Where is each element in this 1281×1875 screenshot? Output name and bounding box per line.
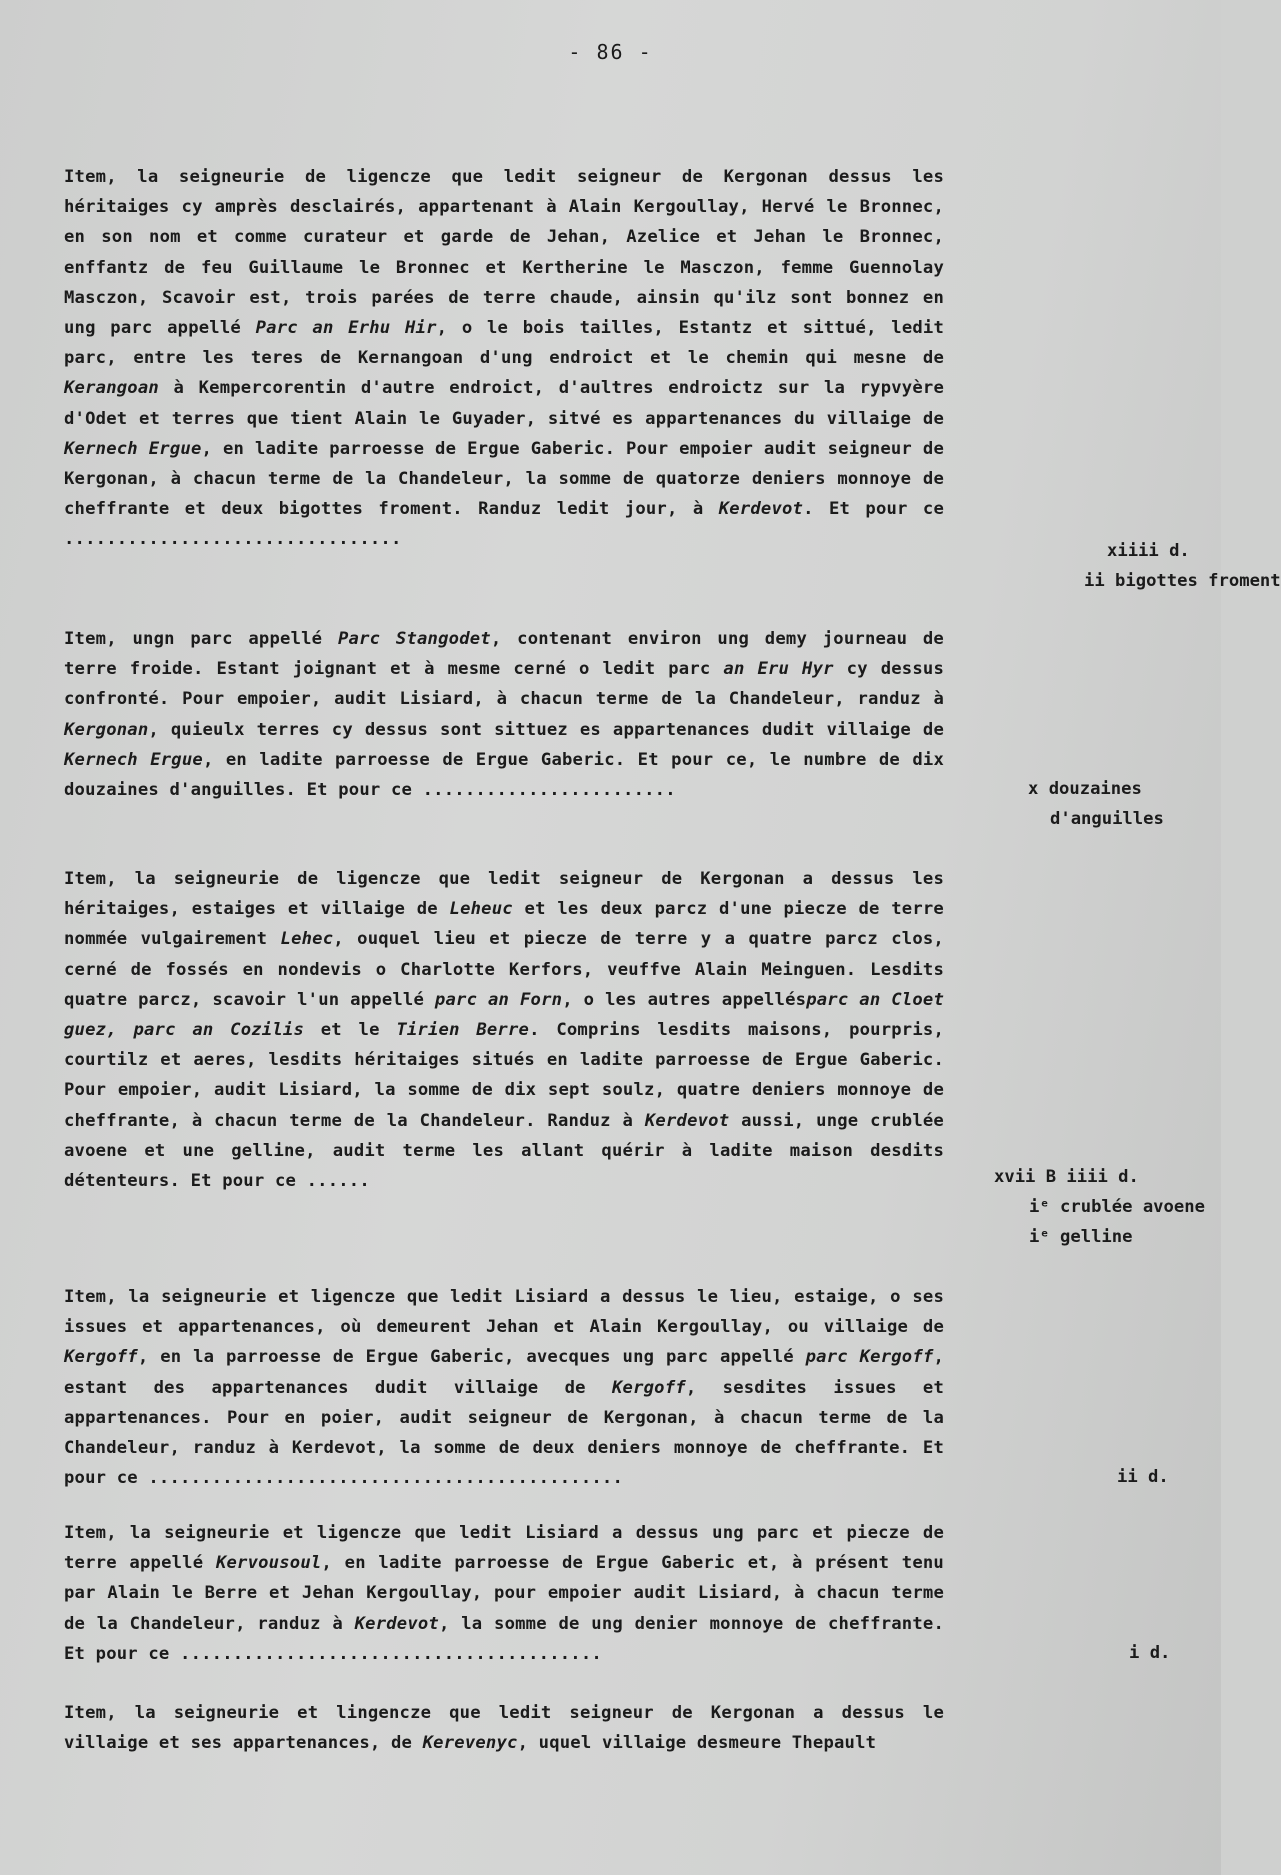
entry-text-segment: . Et pour ce ................................ <box>64 499 944 550</box>
entry-text-segment: , en ladite parroesse de Ergue Gaberic et, à présent tenu par Alain le Berre et Jehan Kergoullay, pour empoier audit Lisiard, à chacun terme de la Chandeleur, randuz à <box>64 1553 944 1634</box>
place-name: parc Kergoff <box>805 1347 934 1368</box>
entry-text-segment: Item, la seigneurie de ligencze que ledit seigneur de Kergonan a dessus les héritaiges, estaiges et villaige de <box>64 869 944 920</box>
place-name: Kergoff <box>64 1347 138 1368</box>
entry-5 <box>64 1518 1204 1669</box>
amount-line: iᵉ crublée avoene <box>1029 1197 1205 1218</box>
amount-line: xiiii d. <box>1107 541 1190 561</box>
amount-line: ii bigottes froment <box>1084 571 1281 592</box>
place-name: Tirien Berre <box>396 1020 530 1041</box>
place-name: Leheuc <box>449 899 513 920</box>
entry-text <box>64 864 944 1196</box>
place-name: Lehec <box>280 929 334 950</box>
entry-text-segment: , uquel villaige desmeure Thepault <box>517 1733 877 1754</box>
place-name: Parc Stangodet <box>337 629 491 649</box>
entry-text-segment: aussi, unge crublée avoene et une gelline, audit terme les allant quérir à ladite maison desdits détenteurs. Et pour ce ...... <box>64 1110 944 1192</box>
entry-text-segment: , ouquel lieu et piecze de terre y a quatre parcz clos, cerné de fossés en nondevis o Charlotte Kerfors, veuffve Alain Meinguen. Lesdits quatre parcz, scavoir l'un appellé <box>64 929 944 1010</box>
entry-text-segment: Item, ungn parc appellé <box>64 629 338 649</box>
place-name: parc an Forn <box>434 989 563 1010</box>
entry-text-segment: , estant des appartenances dudit villaige de <box>64 1347 944 1398</box>
place-name: Kerdevot <box>718 499 804 520</box>
entry-text-segment: , en la parroesse de Ergue Gaberic, avecques ung parc appellé <box>137 1347 806 1368</box>
entry-text-segment: et le <box>304 1020 397 1041</box>
entry-text-segment: , contenant environ ung demy journeau de terre froide. Estant joignant et à mesme cerné o ledit parc <box>64 629 944 680</box>
entry-text-segment: Item, la seigneurie et lingencze que ledit seigneur de Kergonan a dessus le villaige et ses appartenances, de <box>64 1703 944 1754</box>
place-name: Kerdevot <box>644 1110 730 1131</box>
amount-line: iᵉ gelline <box>1029 1227 1133 1248</box>
entry-6 <box>64 1698 1204 1758</box>
place-name: Kergoff <box>611 1377 686 1398</box>
place-name: Parc an Erhu Hir <box>255 318 437 339</box>
entry-text <box>64 1518 944 1669</box>
entry-text-segment: , o le bois tailles, Estantz et sittué, ledit parc, entre les teres de Kernangoan d'ung endroict et le chemin qui mesne de <box>64 318 945 369</box>
place-name: Kerangoan <box>64 378 159 399</box>
page-number: - 86 - <box>568 40 653 64</box>
entry-amount <box>1117 1462 1169 1492</box>
entry-text-segment: et les deux parcz d'une piecze de terre nommée vulgairement <box>64 899 944 950</box>
entry-amount <box>1084 536 1281 596</box>
entry-4 <box>64 1282 1204 1493</box>
entry-text-segment: cy dessus confronté. Pour empoier, audit Lisiard, à chacun terme de la Chandeleur, randuz à <box>64 659 945 710</box>
entry-1 <box>64 162 1281 592</box>
place-name: Kernech Ergue <box>64 749 203 770</box>
entry-amount <box>1129 1638 1170 1668</box>
amount-line: ii d. <box>1117 1467 1169 1487</box>
entry-text <box>64 1698 944 1758</box>
entry-text-segment: , la somme de ung denier monnoye de cheffrante. Et pour ce ........................................ <box>64 1613 944 1664</box>
place-name: an Eru Hyr <box>723 659 834 680</box>
amount-line: xvii B iiii d. <box>994 1167 1139 1187</box>
amount-line: x douzaines <box>1028 779 1142 799</box>
entry-3 <box>64 864 1205 1248</box>
entry-2 <box>64 624 1204 830</box>
place-name: Kerdevot <box>354 1613 439 1634</box>
amount-line: i d. <box>1129 1643 1171 1663</box>
entry-text-segment: à Kempercorentin d'autre endroict, d'aultres endroictz sur la rypvyère d'Odet et terres que tient Alain le Guyader, sitvé es appartenances du villaige de <box>64 378 944 429</box>
entry-text-segment: Item, la seigneurie et ligencze que ledit Lisiard a dessus le lieu, estaige, o ses issues et appartenances, où demeurent Jehan et Alain Kergoullay, ou villaige de <box>64 1287 944 1338</box>
entry-text-segment: . Comprins lesdits maisons, pourpris, courtilz et aeres, lesdits héritaiges situés en ladite parroesse de Ergue Gaberic. Pour empoier, audit Lisiard, la somme de dix sept soulz, quatre deniers monnoye de cheffrante, à chacun terme de la Chandeleur. Randuz à <box>64 1020 944 1131</box>
entry-amount <box>994 1162 1205 1253</box>
entry-text-segment: , en ladite parroesse de Ergue Gaberic. Et pour ce, le numbre de dix douzaines d'anguilles. Et pour ce ........................ <box>64 749 944 801</box>
entry-text-segment: , en ladite parroesse de Ergue Gaberic. Pour empoier audit seigneur de Kergonan, à chacun terme de la Chandeleur, la somme de quatorze deniers monnoye de cheffrante et deux bigottes froment. Randuz ledit jour, à <box>64 438 944 520</box>
entry-text <box>64 1282 944 1493</box>
entry-text <box>64 162 944 555</box>
place-name: Kergonan <box>64 719 149 740</box>
amount-line: d'anguilles <box>1050 809 1164 830</box>
place-name: Kervousoul <box>215 1553 322 1574</box>
place-name: Kerevenyc <box>422 1733 518 1754</box>
place-name: Kernech Ergue <box>64 438 202 459</box>
entry-text <box>64 624 944 805</box>
entry-text-segment: , quieulx terres cy dessus sont sittuez es appartenances dudit villaige de <box>148 719 944 740</box>
place-name: parc an Cloet guez, parc an Cozilis <box>64 989 945 1041</box>
entry-amount <box>1028 774 1164 834</box>
entry-text-segment: Item, la seigneurie et ligencze que ledit Lisiard a dessus ung parc et piecze de terre appellé <box>64 1523 944 1574</box>
entry-text-segment: Item, la seigneurie de ligencze que ledit seigneur de Kergonan dessus les héritaiges cy amprès desclairés, appartenant à Alain Kergoullay, Hervé le Bronnec, en son nom et comme curateur et garde de Jehan, Azelice et Jehan le Bronnec, enffantz de feu Guillaume le Bronnec et Kertherine le Masczon, femme Guennolay Masczon, Scavoir est, trois parées de terre chaude, ainsin qu'ilz sont bonnez en ung parc appellé <box>64 167 944 339</box>
entry-text-segment: , sesdites issues et appartenances. Pour en poier, audit seigneur de Kergonan, à chacun terme de la Chandeleur, randuz à Kerdevot, la somme de deux deniers monnoye de cheffrante. Et pour ce ............................................. <box>64 1377 944 1489</box>
entry-text-segment: , o les autres appellés <box>562 989 807 1010</box>
